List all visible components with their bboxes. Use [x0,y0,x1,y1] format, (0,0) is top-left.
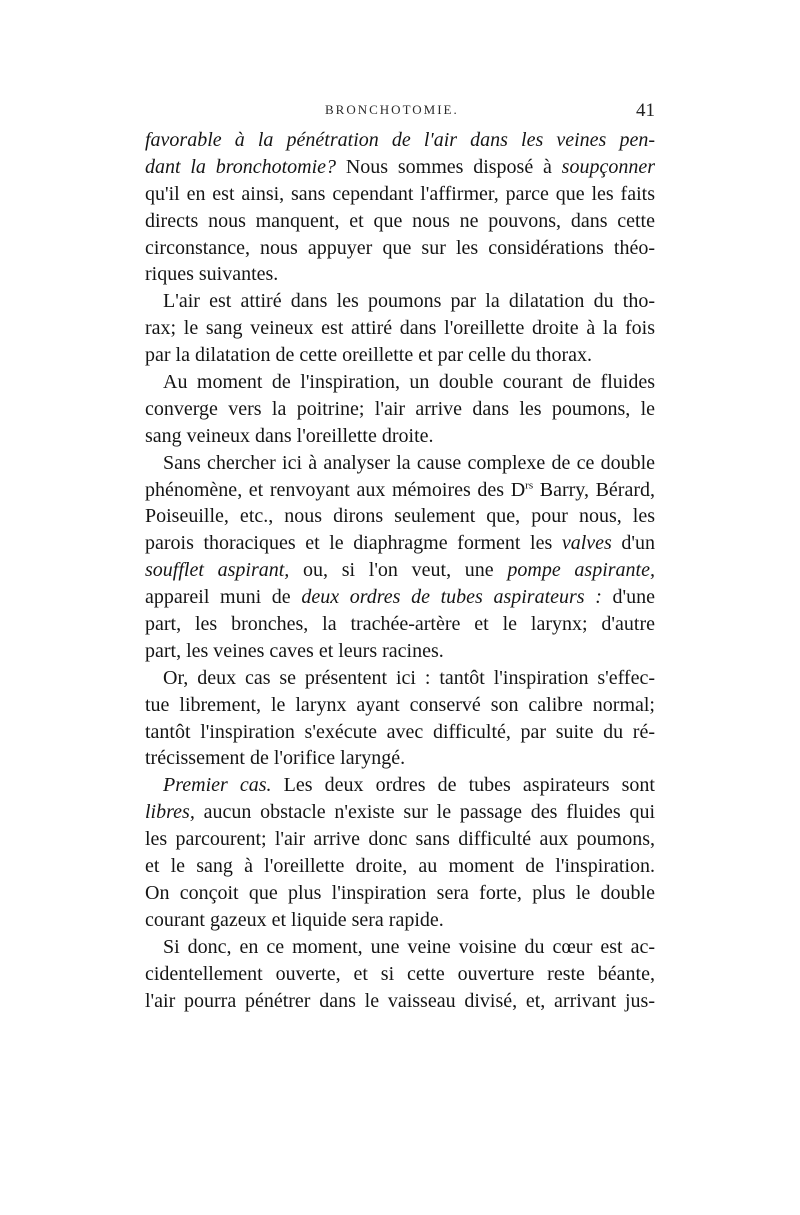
page-number: 41 [636,100,655,121]
text-span: Au moment de l'inspiration, un double courant de fluides [163,371,655,394]
text-span: phénomène, et renvoyant aux mémoires des D [145,478,526,501]
italic-text: deux ordres de tubes aspirateurs : [301,586,602,609]
text-span: qu'il en est ainsi, sans cependant l'affirmer, parce que les faits [145,182,655,205]
text-line [145,477,655,504]
text-span: ou, si l'on veut, une [289,559,508,582]
text-line [145,907,655,934]
text-line [145,719,655,746]
text-span: d'une [601,586,655,609]
text-line [145,988,655,1015]
text-span: courant gazeux et liquide sera rapide. [145,908,444,931]
text-line [145,396,655,423]
text-line [145,934,655,961]
text-line [145,127,655,154]
italic-text: valves [561,532,612,555]
text-span: l'air pourra pénétrer dans le vaisseau divisé, et, arrivant jus- [145,989,655,1012]
text-line [145,315,655,342]
italic-text: Premier cas. [163,774,272,797]
text-span: sang veineux dans l'oreillette droite. [145,424,434,447]
body-text [145,127,655,1014]
italic-text: dant la bronchotomie? [145,155,337,178]
text-line [145,154,655,181]
text-span: Sans chercher ici à analyser la cause complexe de ce double [163,451,655,474]
text-line [145,208,655,235]
text-line [145,423,655,450]
text-span: rax; le sang veineux est attiré dans l'oreillette droite à la fois [145,317,655,340]
text-line [145,288,655,315]
text-line [145,826,655,853]
text-span: On conçoit que plus l'inspiration sera forte, plus le double [145,881,655,904]
text-span: converge vers la poitrine; l'air arrive dans les poumons, le [145,397,655,420]
text-span: Nous sommes disposé à [336,155,562,178]
text-span: par la dilatation de cette oreillette et par celle du thorax. [145,344,593,367]
text-span: riques suivantes. [145,263,279,286]
text-span: circonstance, nous appuyer que sur les considérations théo- [145,236,655,259]
text-line [145,638,655,665]
page-header [145,100,655,124]
text-line [145,799,655,826]
text-line [145,665,655,692]
text-span: part, les bronches, la trachée-artère et le larynx; d'autre [145,613,655,636]
text-line [145,772,655,799]
italic-text: favorable à la pénétration de l'air dans les veines pen- [145,129,655,151]
text-span: Si donc, en ce moment, une veine voisine du cœur est ac- [163,935,655,958]
text-span: Les deux ordres de tubes aspirateurs sont [271,774,655,797]
text-span: tue librement, le larynx ayant conservé son calibre normal; [145,693,655,716]
running-head: BRONCHOTOMIE. [325,102,459,117]
text-span: tantôt l'inspiration s'exécute avec difficulté, par suite du ré- [145,720,655,743]
text-span: cidentellement ouverte, et si cette ouverture reste béante, [145,962,655,985]
text-span: parois thoraciques et le diaphragme forment les [145,532,562,555]
text-span: directs nous manquent, et que nous ne pouvons, dans cette [145,209,655,232]
text-line [145,611,655,638]
italic-text: soufflet aspirant, [145,559,290,582]
italic-text: pompe aspirante, [507,559,655,582]
text-line [145,530,655,557]
text-line [145,584,655,611]
text-line [145,557,655,584]
text-span: appareil muni de [145,586,302,609]
text-span: Or, deux cas se présentent ici : tantôt l'inspiration s'effec- [163,666,655,689]
text-span: d'un [611,532,655,555]
text-line [145,261,655,288]
text-span: part, les veines caves et leurs racines. [145,639,444,662]
superscript-text: rs [525,478,534,491]
text-span: et le sang à l'oreillette droite, au moment de l'inspiration. [145,855,655,878]
text-line [145,853,655,880]
text-line [145,181,655,208]
text-line [145,961,655,988]
text-line [145,503,655,530]
text-line [145,342,655,369]
text-line [145,692,655,719]
text-span: les parcourent; l'air arrive donc sans difficulté aux poumons, [145,828,655,851]
text-span: L'air est attiré dans les poumons par la dilatation du tho- [163,290,655,313]
text-line [145,880,655,907]
italic-text: soupçonner [561,155,655,178]
text-line [145,745,655,772]
text-span: aucun obstacle n'existe sur le passage des fluides qui [194,801,655,824]
italic-text: libres, [145,801,195,824]
text-span: Barry, Bérard, [533,478,655,501]
text-line [145,235,655,262]
text-span: Poiseuille, etc., nous dirons seulement que, pour nous, les [145,505,655,528]
text-line [145,369,655,396]
text-line [145,450,655,477]
text-span: trécissement de l'orifice laryngé. [145,747,406,770]
